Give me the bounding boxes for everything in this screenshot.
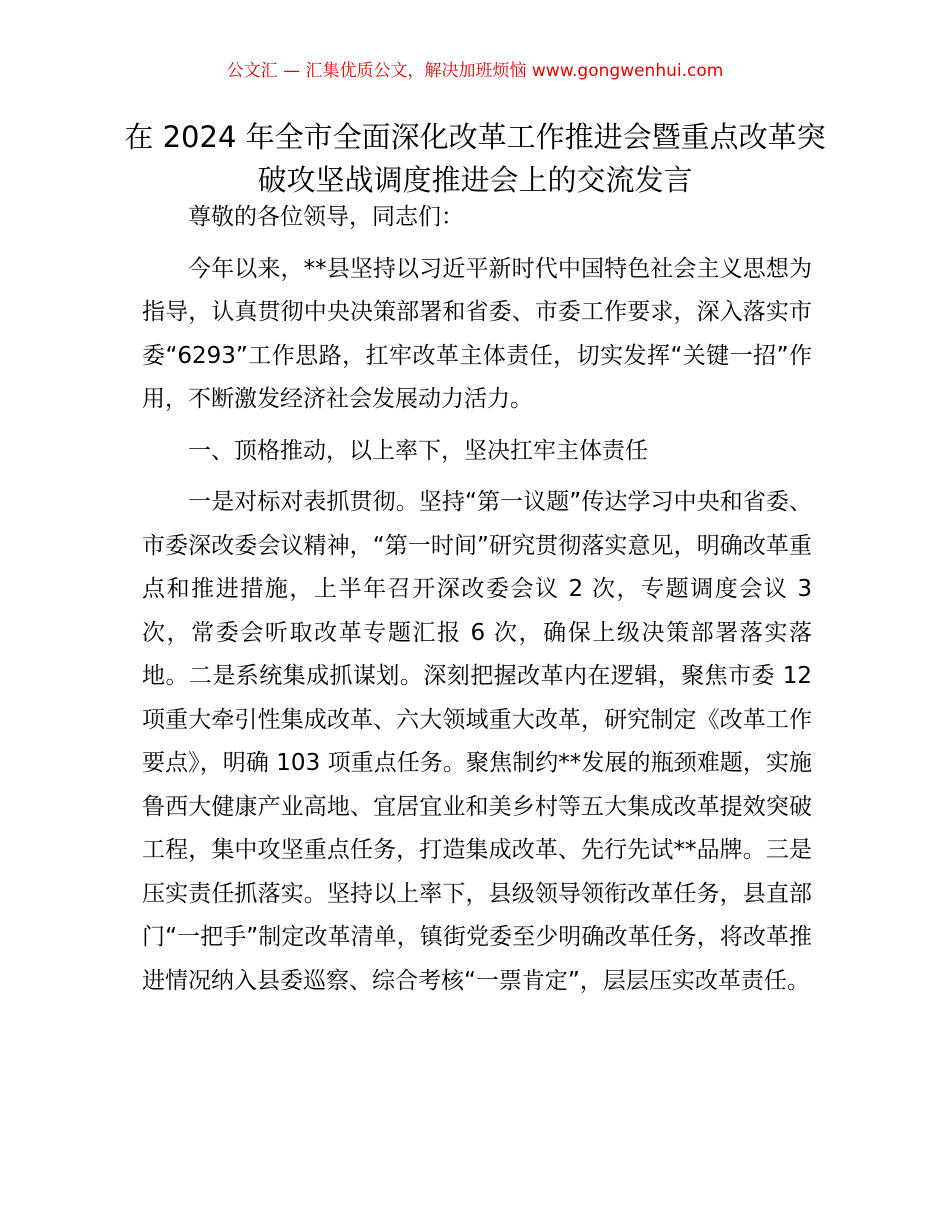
site-banner: 公文汇 — 汇集优质公文，解决加班烦恼 www.gongwenhui.com	[226, 61, 724, 81]
document-title: 在 2024 年全市全面深化改革工作推进会暨重点改革突破攻坚战调度推进会上的交流发言	[124, 120, 826, 197]
intro-paragraph: 今年以来，**县坚持以习近平新时代中国特色社会主义思想为指导，认真贯彻中央决策部署和省委、市委工作要求，深入落实市委“6293”工作思路，扛牢改革主体责任，切实发挥“关键一招”作用，不断激发经济社会发展动力活力。	[142, 255, 812, 412]
section-paragraph: 一是对标对表抓贯彻。坚持“第一议题”传达学习中央和省委、市委深改委会议精神，“第一时间”研究贯彻落实意见，明确改革重点和推进措施，上半年召开深改委会议 2 次，专题调度会议 3 次，常委会听取改革专题汇报 6 次，确保上级决策部署落实落地。二是系统集成抓谋划。深刻把握改革内在逻辑，聚焦市委 12 项重大牵引性集成改革、六大领域重大改革，研究制定《改革工作要点》，明确 103 项重点任务。聚焦制约**发展的瓶颈难题，实施鲁西大健康产业高地、宜居宜业和美乡村等五大集成改革提效突破工程，集中攻坚重点任务，打造集成改革、先行先试**品牌。三是压实责任抓落实。坚持以上率下，县级领导领衔改革任务，县直部门“一把手”制定改革清单，镇街党委至少明确改革任务，将改革推进情况纳入县委巡察、综合考核“一票肯定”，层层压实改革责任。	[142, 489, 812, 994]
section-heading: 一、顶格推动，以上率下，坚决扛牢主体责任	[188, 437, 648, 464]
document-body	[142, 196, 812, 1003]
salutation: 尊敬的各位领导，同志们：	[188, 204, 464, 230]
